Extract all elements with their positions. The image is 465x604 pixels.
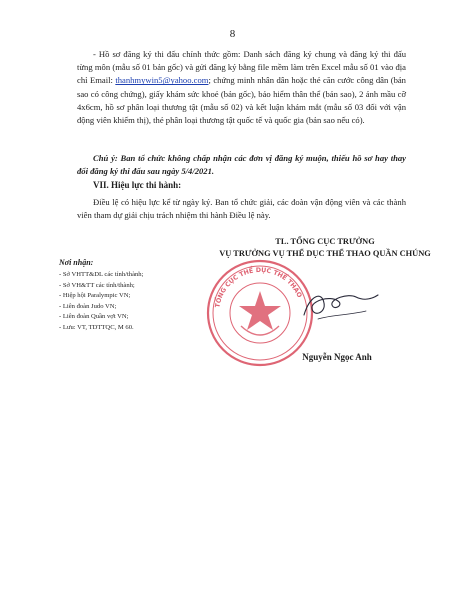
section-title: VII. Hiệu lực thi hành: [93, 180, 182, 190]
handwritten-signature [300, 285, 380, 325]
signature-title-line1: TL. TỔNG CỤC TRƯỞNG [275, 237, 375, 246]
note-paragraph: Chú ý: Ban tổ chức không chấp nhận các đơn vị đăng ký muộn, thiếu hồ sơ hay thay đổi đăng ký thi đấu sau ngày 5/4/2021. [77, 153, 406, 177]
recipient-item: - Liên đoàn Judo VN; [59, 302, 117, 310]
recipient-item: - Lưu: VT, TDTTQC, M 60. [59, 323, 134, 331]
paragraph-registration-docs [77, 48, 406, 127]
recipients-title: Nơi nhận: [59, 258, 94, 267]
signer-name: Nguyễn Ngọc Anh [302, 352, 372, 362]
recipient-item: - Liên đoàn Quần vợt VN; [59, 313, 129, 321]
recipients-list [59, 270, 143, 334]
paragraph-text-after: ; chứng minh nhân dân hoặc thẻ căn cước công dân (bản sao có công chứng), giấy khám sức khoẻ (bản gốc), bảo hiểm thân thể (bản sao), 2 ảnh mầu cỡ 4x6cm, hồ sơ phân loại thương tật (mẫu số 02) và kết luận khám mắt (mẫu số 03 đối với vận động viên khiếm thị), thẻ phân loại thương tật quốc tế và quốc gia (bản sao nếu có). [77, 75, 406, 126]
paragraph-text-before: - Hồ sơ đăng ký thi đấu chính thức gồm: Danh sách đăng ký chung và đăng ký thi đấu từng môn (mẫu số 01 bản gốc) và gửi đăng ký bằng file mềm làm trên Excel mẫu số 01 vào địa chỉ Email: [77, 49, 406, 86]
signature-title-line2: VỤ TRƯỞNG VỤ THỂ DỤC THỂ THAO QUẦN CHÚNG [219, 249, 431, 258]
recipient-item: - Sở VH&TT các tỉnh/thành; [59, 281, 135, 289]
seal-star-icon [239, 291, 281, 330]
section-paragraph: Điều lệ có hiệu lực kể từ ngày ký. Ban tổ chức giải, các đoàn vận động viên và các thành viên tham dự giải chịu trách nhiệm thi hành Điều lệ này. [77, 197, 406, 221]
seal-text: TỔNG CỤC THỂ DỤC THỂ THAO [214, 266, 303, 309]
recipient-item: - Hiệp hội Paralympic VN; [59, 292, 131, 300]
page-number: 8 [229, 28, 236, 40]
email-link[interactable]: thanhmywin5@yahoo.com [115, 75, 209, 86]
recipient-item: - Sở VHTT&DL các tỉnh/thành; [59, 271, 144, 278]
